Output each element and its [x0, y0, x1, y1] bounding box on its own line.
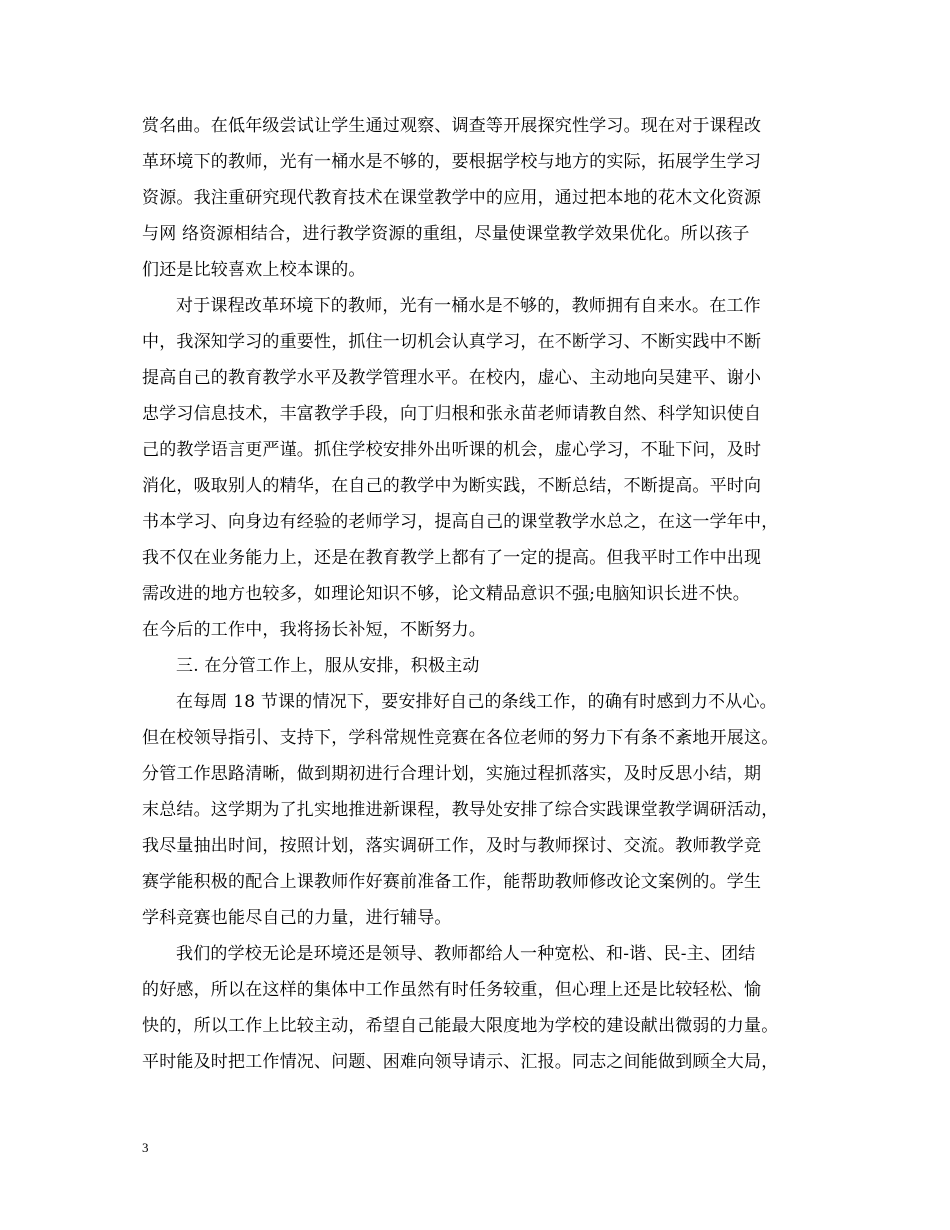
section-heading: 三. 在分管工作上，服从安排，积极主动	[176, 656, 480, 676]
text-line: 赛学能积极的配合上课教师作好赛前准备工作，能帮助教师修改论文案例的。学生	[142, 872, 762, 892]
text-line: 与网 络资源相结合，进行教学资源的重组，尽量使课堂教学效果优化。所以孩子	[142, 224, 750, 244]
text-line: 书本学习、向身边有经验的老师学习，提高自己的课堂教学水总之，在这一学年中，	[142, 512, 779, 532]
text-line: 中，我深知学习的重要性，抓住一切机会认真学习，在不断学习、不断实践中不断	[142, 332, 762, 352]
text-line: 快的，所以工作上比较主动，希望自己能最大限度地为学校的建设献出微弱的力量。	[142, 1016, 779, 1036]
text-line: 对于课程改革环境下的教师，光有一桶水是不够的，教师拥有自来水。在工作	[176, 296, 761, 316]
text-line: 我尽量抽出时间，按照计划，落实调研工作，及时与教师探讨、交流。教师教学竞	[142, 836, 762, 856]
text-line: 但在校领导指引、支持下，学科常规性竞赛在各位老师的努力下有条不紊地开展这。	[142, 728, 779, 748]
text-line: 分管工作思路清晰，做到期初进行合理计划，实施过程抓落实，及时反思小结，期	[142, 764, 762, 784]
text-line: 学科竞赛也能尽自己的力量，进行辅导。	[142, 908, 452, 928]
text-line: 赏名曲。在低年级尝试让学生通过观察、调查等开展探究性学习。现在对于课程改	[142, 116, 762, 136]
text-line: 资源。我注重研究现代教育技术在课堂教学中的应用，通过把本地的花木文化资源	[142, 188, 762, 208]
text-line: 我不仅在业务能力上，还是在教育教学上都有了一定的提高。但我平时工作中出现	[142, 548, 762, 568]
text-line: 我们的学校无论是环境还是领导、教师都给人一种宽松、和-谐、民-主、团结	[176, 944, 756, 964]
text-line: 平时能及时把工作情况、问题、困难向领导请示、汇报。同志之间能做到顾全大局，	[142, 1052, 779, 1072]
text-line: 们还是比较喜欢上校本课的。	[142, 260, 366, 280]
text-line: 在今后的工作中，我将扬长补短，不断努力。	[142, 620, 486, 640]
text-line: 消化，吸取别人的精华，在自己的教学中为断实践，不断总结，不断提高。平时向	[142, 476, 762, 496]
text-line: 在每周 18 节课的情况下，要安排好自己的条线工作，的确有时感到力不从心。	[176, 692, 777, 712]
page-number: 3	[142, 1140, 149, 1155]
text-line: 末总结。这学期为了扎实地推进新课程，教导处安排了综合实践课堂教学调研活动，	[142, 800, 779, 820]
text-line: 革环境下的教师，光有一桶水是不够的，要根据学校与地方的实际，拓展学生学习	[142, 152, 762, 172]
text-line: 提高自己的教育教学水平及教学管理水平。在校内，虚心、主动地向吴建平、谢小	[142, 368, 762, 388]
text-line: 忠学习信息技术，丰富教学手段，向丁归根和张永苗老师请教自然、科学知识使自	[142, 404, 762, 424]
text-line: 的好感，所以在这样的集体中工作虽然有时任务较重，但心理上还是比较轻松、愉	[142, 980, 762, 1000]
text-line: 己的教学语言更严谨。抓住学校安排外出听课的机会，虚心学习，不耻下问，及时	[142, 440, 762, 460]
text-line: 需改进的地方也较多，如理论知识不够，论文精品意识不强;电脑知识长进不快。	[142, 584, 750, 604]
